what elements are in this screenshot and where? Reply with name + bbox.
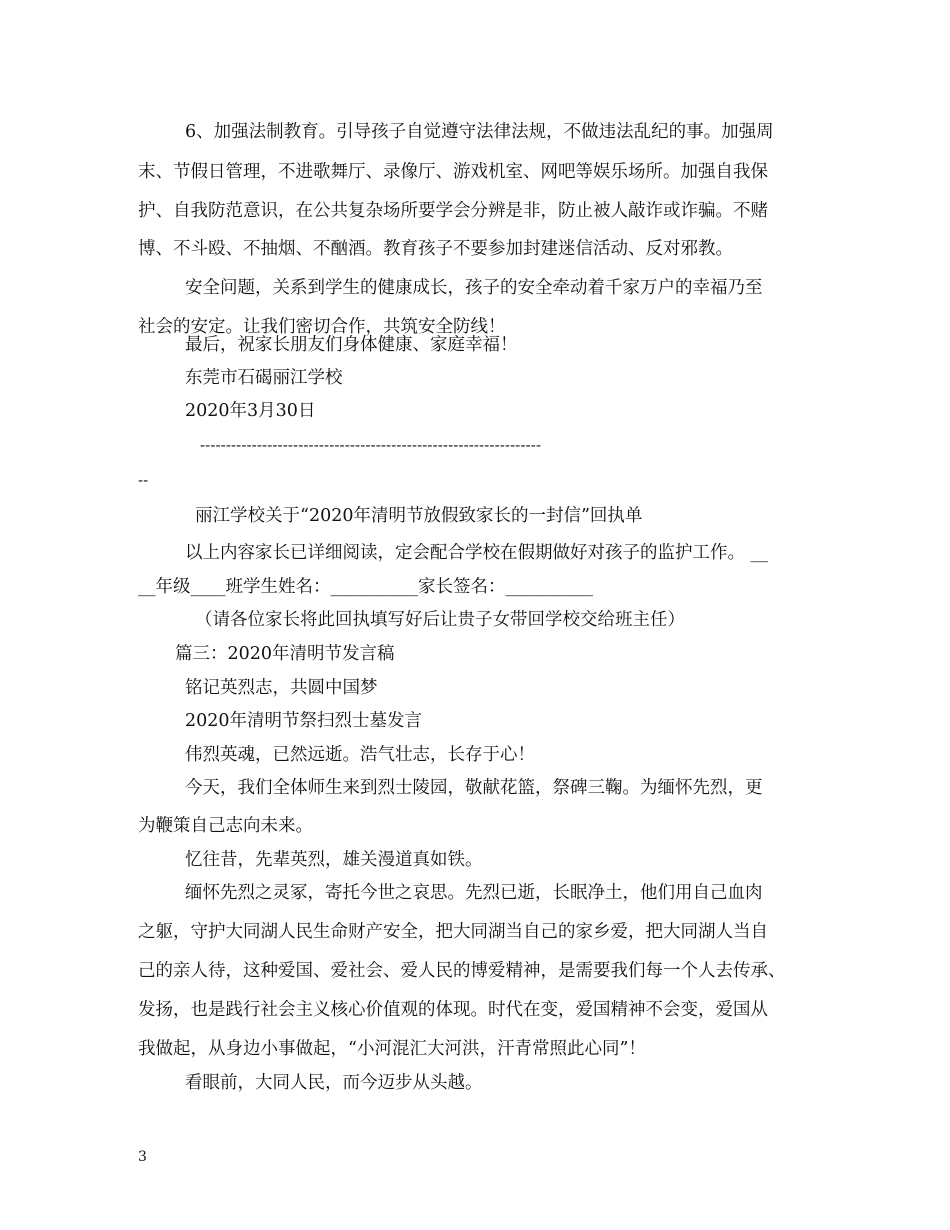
receipt-title: 丽江学校关于“2020年清明节放假致家长的一封信”回执单 — [195, 506, 643, 526]
text-line: 缅怀先烈之灵冢，寄托今世之哀思。先烈已逝，长眠净土，他们用自己血肉 — [185, 883, 763, 903]
section-heading: 篇三：2020年清明节发言稿 — [175, 644, 395, 664]
date-line: 2020年3月30日 — [185, 401, 316, 421]
text-line: 我做起，从身边小事做起，“小河混汇大河洪，汗青常照此心同”！ — [138, 1039, 646, 1059]
text-line: 以上内容家长已详细阅读，定会配合学校在假期做好对孩子的监护工作。 __ — [185, 543, 769, 563]
speech-title: 铭记英烈志，共圆中国梦 — [185, 678, 378, 698]
receipt-fields: __年级____班学生姓名：__________家长签名：__________ — [138, 577, 593, 597]
text-line: 发扬，也是践行社会主义核心价值观的体现。时代在变，爱国精神不会变，爱国从 — [138, 1000, 768, 1020]
text-line: 看眼前，大同人民，而今迈步从头越。 — [185, 1073, 483, 1093]
separator-line-end: -- — [138, 471, 149, 489]
text-line: 最后，祝家长朋友们身体健康、家庭幸福！ — [185, 335, 518, 355]
text-line: 今天，我们全体师生来到烈士陵园，敬献花篮，祭碑三鞠。为缅怀先烈，更 — [185, 778, 763, 798]
text-line: 己的亲人待，这种爱国、爱社会、爱人民的博爱精神，是需要我们每一个人去传承、 — [138, 961, 786, 981]
text-line: 护、自我防范意识，在公共复杂场所要学会分辨是非，防止被人敲诈或诈骗。不赌 — [138, 201, 768, 221]
speech-subtitle: 2020年清明节祭扫烈士墓发言 — [185, 711, 423, 731]
text-line: 之躯，守护大同湖人民生命财产安全，把大同湖当自己的家乡爱，把大同湖人当自 — [138, 922, 768, 942]
text-line: 6、加强法制教育。引导孩子自觉遵守法律法规，不做违法乱纪的事。加强周 — [185, 122, 774, 142]
text-line: 东莞市石碣丽江学校 — [185, 368, 343, 388]
text-line: 为鞭策自己志向未来。 — [138, 816, 313, 836]
text-line: 博、不斗殴、不抽烟、不酗酒。教育孩子不要参加封建迷信活动、反对邪教。 — [138, 239, 733, 259]
text-line: 伟烈英魂，已然远逝。浩气壮志，长存于心！ — [185, 745, 535, 765]
text-line: 安全问题，关系到学生的健康成长，孩子的安全牵动着千家万户的幸福乃至 — [185, 278, 763, 298]
page-number: 3 — [138, 1149, 147, 1165]
text-line: 忆往昔，先辈英烈，雄关漫道真如铁。 — [185, 850, 483, 870]
text-line: 社会的安定。让我们密切合作，共筑安全防线！ — [138, 317, 506, 337]
text-line: 末、节假日管理，不进歌舞厅、录像厅、游戏机室、网吧等娱乐场所。加强自我保 — [138, 162, 768, 182]
separator-line: ------------------------------------------------------------------ — [200, 436, 542, 454]
receipt-note: （请各位家长将此回执填写好后让贵子女带回学校交给班主任） — [195, 610, 685, 630]
